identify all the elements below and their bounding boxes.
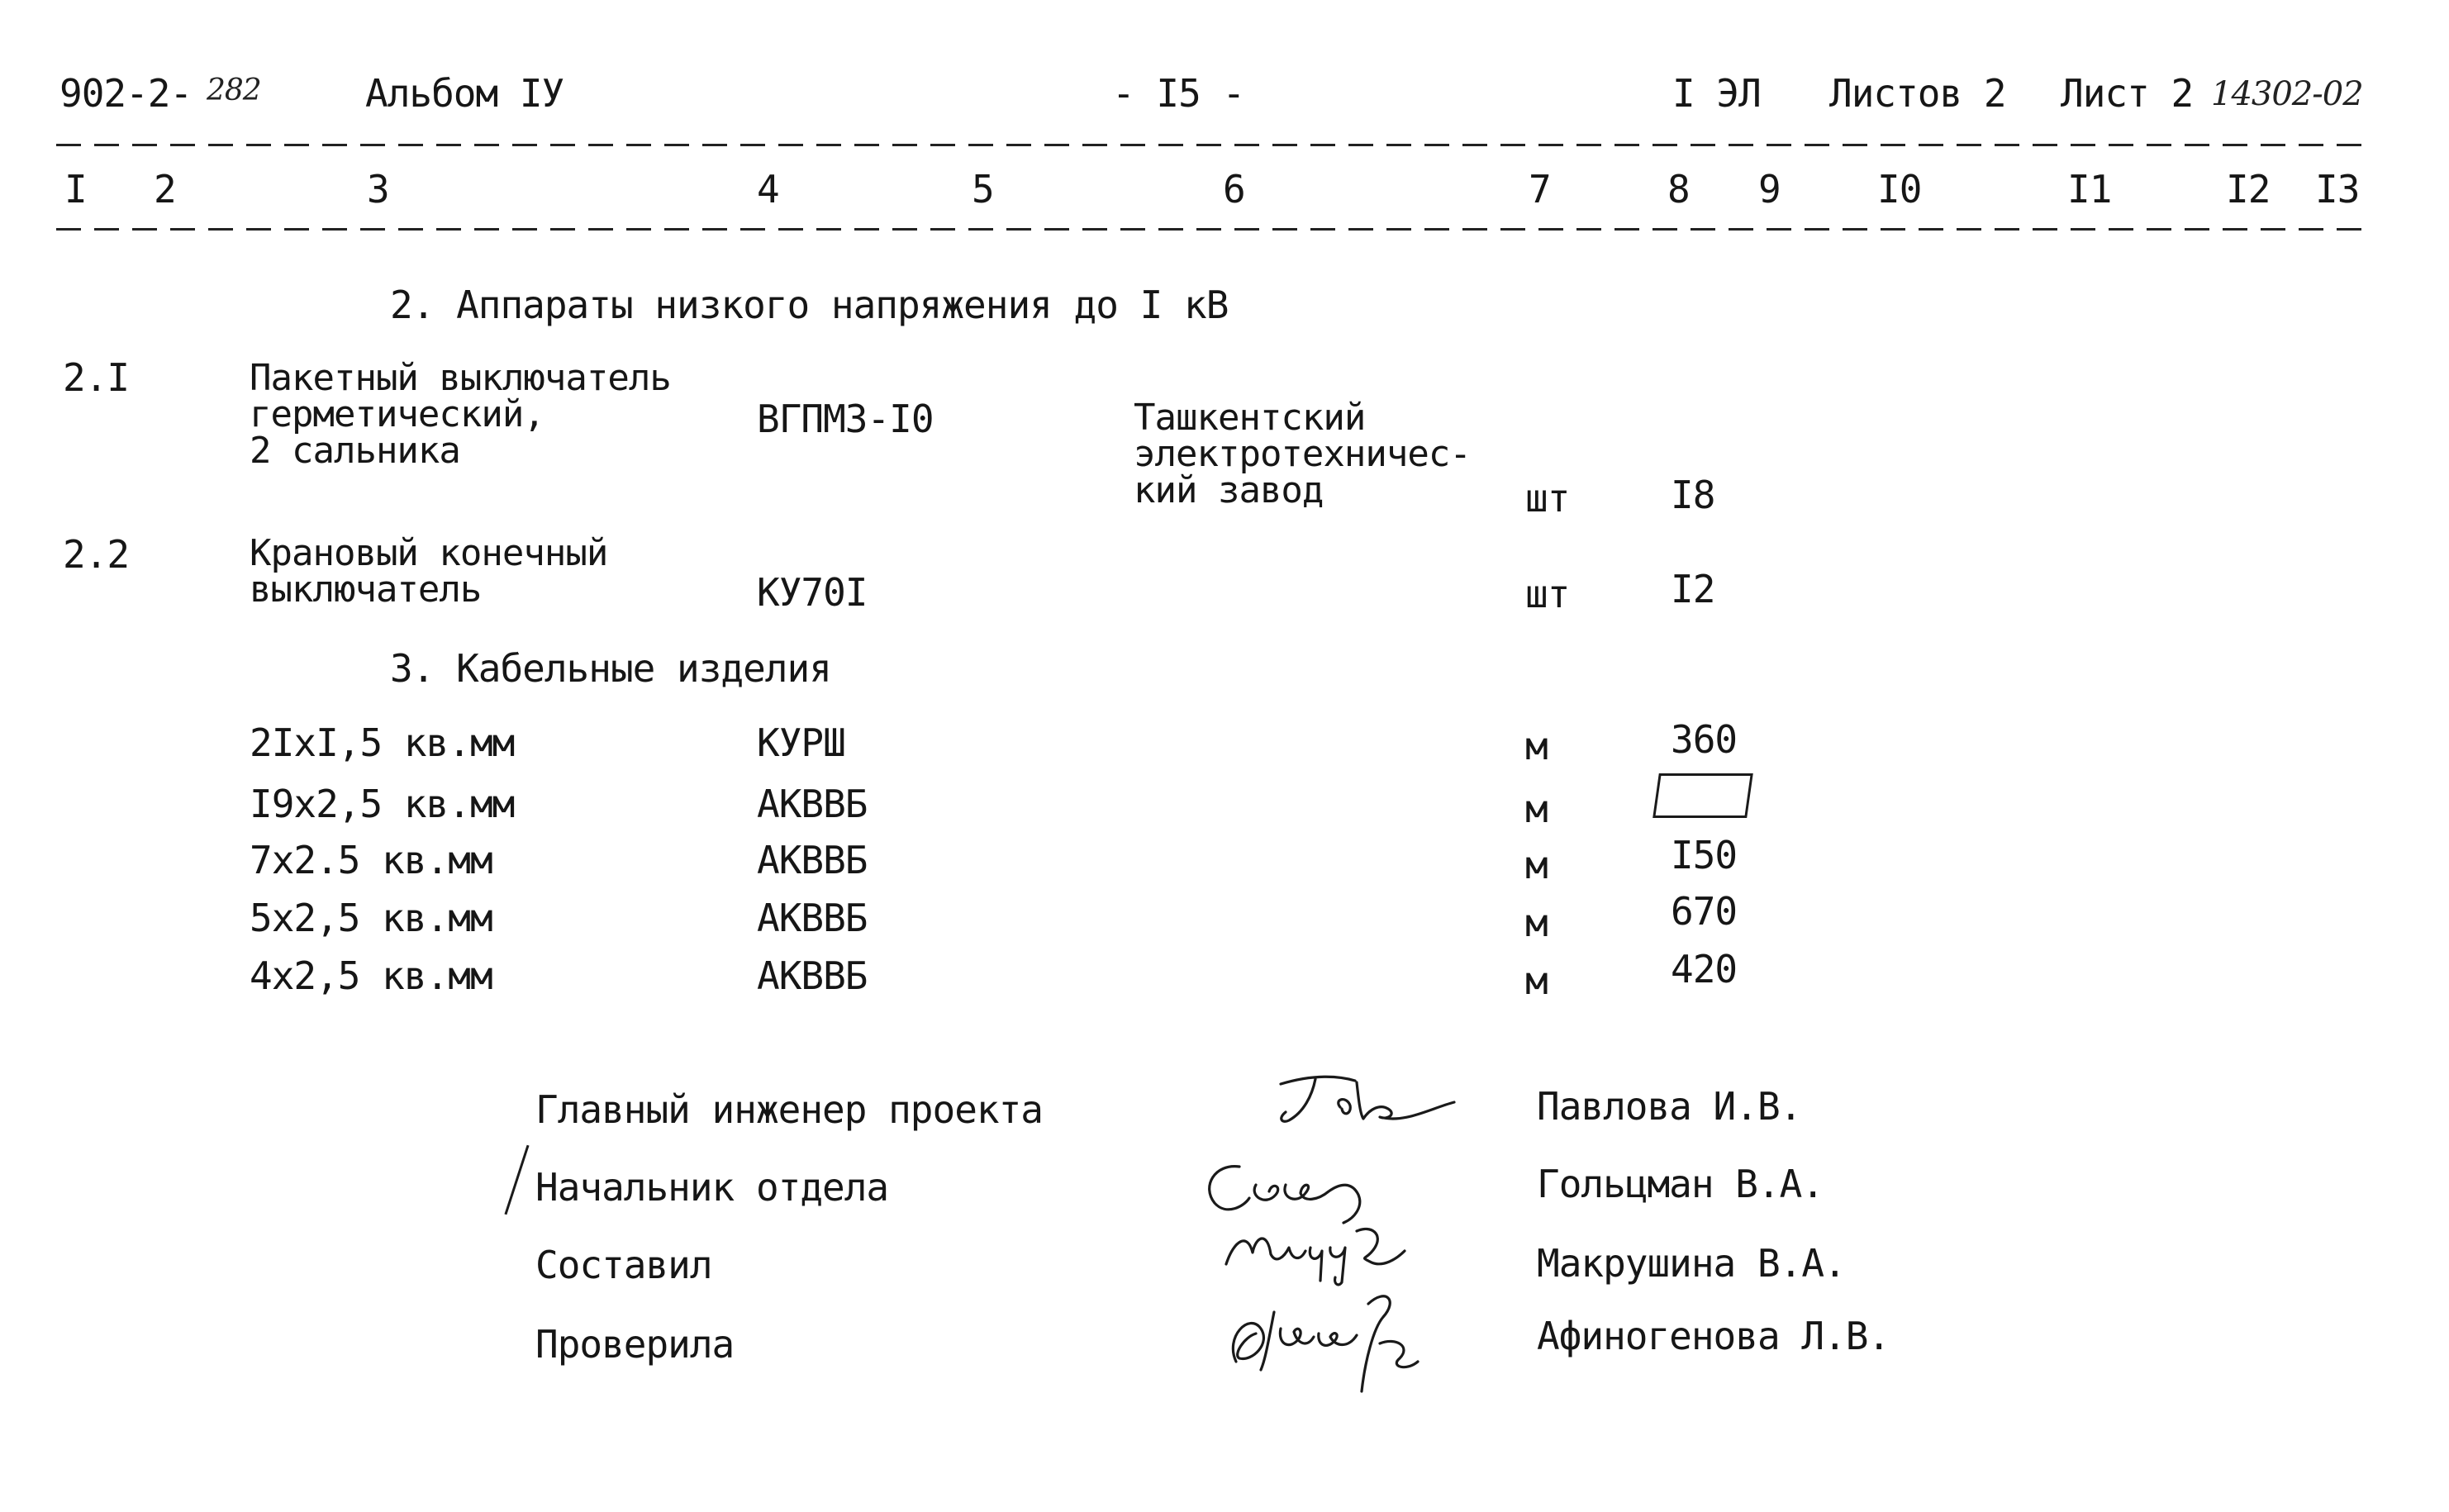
cable-spec: I9x2,5 кв.мм — [250, 782, 515, 826]
section-title: 3. Кабельные изделия — [390, 646, 831, 691]
column-number: I — [64, 167, 87, 212]
divider-top — [56, 144, 2373, 146]
signature-role: Начальник отдела — [535, 1165, 889, 1210]
item-manufacturer: Ташкентский электротехничес- кий завод — [1134, 397, 1471, 511]
row-number: 2.2 — [63, 532, 130, 577]
column-number: I1 — [2067, 167, 2112, 212]
column-number: 9 — [1758, 167, 1781, 212]
cable-spec: 7x2.5 кв.мм — [250, 838, 492, 882]
cable-type: АКВВБ — [757, 782, 868, 826]
column-number: 2 — [154, 167, 176, 212]
column-number: 8 — [1667, 167, 1690, 212]
margin-slash-mark — [504, 1145, 529, 1215]
cable-qty: 670 — [1671, 889, 1738, 934]
archive-number: 14302-02 — [2211, 75, 2363, 113]
cable-type: АКВВБ — [757, 953, 868, 998]
cable-unit: м — [1525, 843, 1548, 887]
sheet-label: Лист 2 — [2061, 71, 2194, 116]
cable-unit: м — [1525, 901, 1548, 945]
column-number: 5 — [972, 167, 994, 212]
cable-qty: 360 — [1671, 717, 1738, 762]
signature-person: Павлова И.В. — [1537, 1084, 1802, 1129]
cable-type: КУРШ — [757, 720, 845, 765]
cable-type: АКВВБ — [757, 896, 868, 940]
column-number: I0 — [1877, 167, 1922, 212]
signature-role: Проверила — [535, 1322, 735, 1367]
cable-unit: м — [1525, 724, 1548, 768]
signature-person: Гольцман В.А. — [1537, 1162, 1824, 1206]
doc-code: 902-2- — [59, 71, 193, 116]
item-name: Крановый конечный выключатель — [250, 532, 608, 611]
item-unit: шт — [1525, 572, 1570, 616]
item-qty: I2 — [1671, 567, 1715, 611]
page-number: - I5 - — [1112, 71, 1245, 116]
signature-person: Макрушина В.А. — [1537, 1241, 1846, 1286]
column-number: 4 — [757, 167, 779, 212]
divider-bottom — [56, 228, 2373, 231]
empty-qty-box — [1652, 773, 1753, 818]
section-title: 2. Аппараты низкого напряжения до I кВ — [390, 283, 1229, 327]
cable-type: АКВВБ — [757, 838, 868, 882]
column-number: I3 — [2315, 167, 2360, 212]
column-number: 3 — [367, 167, 389, 212]
column-number: 7 — [1529, 167, 1551, 212]
cable-unit: м — [1525, 958, 1548, 1003]
cable-qty: I50 — [1671, 833, 1738, 877]
cable-spec: 2IxI,5 кв.мм — [250, 720, 515, 765]
signature-person: Афиногенова Л.В. — [1537, 1314, 1890, 1358]
item-type: ВГПМ3-I0 — [757, 397, 934, 441]
cable-qty: 420 — [1671, 947, 1738, 991]
sheets-total: Листов 2 — [1829, 71, 2006, 116]
item-unit: шт — [1525, 476, 1570, 521]
doc-code-handwritten: 282 — [207, 74, 261, 107]
handwritten-signature — [1210, 1215, 1441, 1289]
album-label: Альбом IУ — [365, 71, 564, 116]
cable-spec: 5x2,5 кв.мм — [250, 896, 492, 940]
column-number: 6 — [1223, 167, 1245, 212]
handwritten-signature — [1264, 1066, 1462, 1132]
handwritten-signature — [1203, 1279, 1467, 1403]
sheet-type: I ЭЛ — [1672, 71, 1761, 116]
item-name: Пакетный выключатель герметический, 2 сальника — [250, 357, 671, 472]
signature-role: Главный инженер проекта — [535, 1087, 1043, 1132]
item-type: КУ70I — [757, 570, 868, 615]
cable-spec: 4x2,5 кв.мм — [250, 953, 492, 998]
column-number: I2 — [2226, 167, 2271, 212]
item-qty: I8 — [1671, 473, 1715, 517]
cable-unit: м — [1525, 787, 1548, 831]
row-number: 2.I — [63, 355, 130, 400]
signature-role: Составил — [535, 1243, 712, 1287]
